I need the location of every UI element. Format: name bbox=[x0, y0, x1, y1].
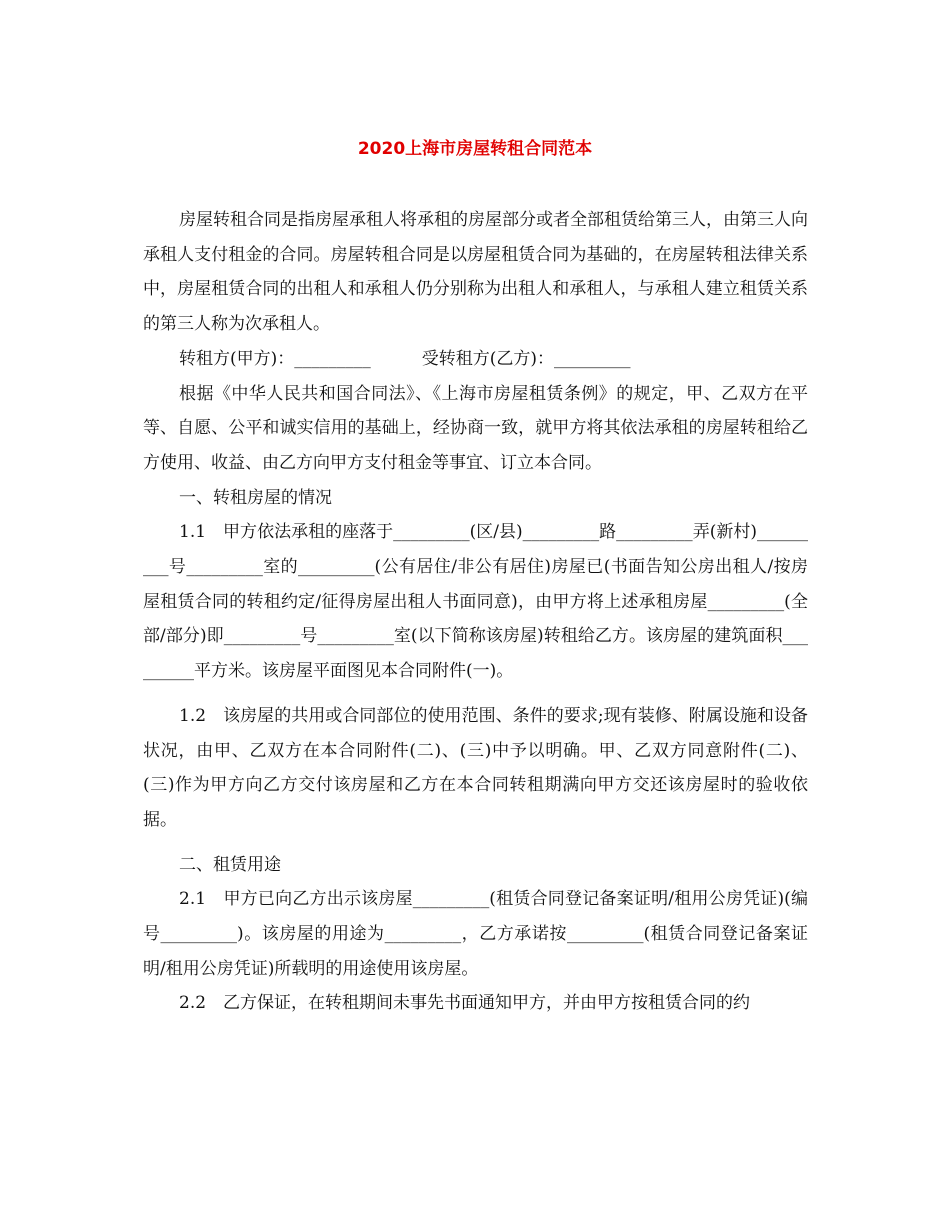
clause-1-2: 1.2 该房屋的共用或合同部位的使用范围、条件的要求;现有装修、附属设施和设备状况，由甲、乙双方在本合同附件(二)、(三)中予以明确。甲、乙双方同意附件(二)、(三)作为甲方向乙方交付该房屋和乙方在本合同转租期满向甲方交还该房屋时的验收依据。 bbox=[143, 705, 808, 830]
document-body bbox=[143, 203, 808, 1021]
document-title: 2020上海市房屋转租合同范本 bbox=[357, 139, 593, 159]
section-heading-1: 一、转租房屋的情况 bbox=[179, 487, 332, 508]
clause-1-1: 1.1 甲方依法承租的座落于_________(区/县)_________路_________弄(新村)_________号_________室的_________(公有居住/非公有居住)房屋已(书面告知公房出租人/按房屋租赁合同的转租约定/征得房屋出租人书面同意)，由甲方将上述承租房屋_________(全部/部分)即_________号_________室(以下简称该房屋)转租给乙方。该房屋的建筑面积_________平方米。该房屋平面图见本合同附件(一)。 bbox=[143, 522, 808, 682]
clause-2-1: 2.1 甲方已向乙方出示该房屋_________(租赁合同登记备案证明/租用公房凭证)(编号_________)。该房屋的用途为_________，乙方承诺按_________(租赁合同登记备案证明/租用公房凭证)所载明的用途使用该房屋。 bbox=[143, 889, 808, 979]
paragraph-basis: 根据《中华人民共和国合同法》、《上海市房屋租赁条例》的规定，甲、乙双方在平等、自愿、公平和诚实信用的基础上，经协商一致，就甲方将其依法承租的房屋转租给乙方使用、收益、由乙方向甲方支付租金等事宜、订立本合同。 bbox=[143, 383, 808, 473]
clause-2-2: 2.2 乙方保证，在转租期间未事先书面通知甲方，并由甲方按租赁合同的约 bbox=[179, 993, 751, 1014]
section-heading-2: 二、租赁用途 bbox=[179, 854, 281, 875]
paragraph-parties: 转租方(甲方)：_________ 受转租方(乙方)：_________ bbox=[179, 348, 631, 369]
paragraph-intro: 房屋转租合同是指房屋承租人将承租的房屋部分或者全部租赁给第三人，由第三人向承租人支付租金的合同。房屋转租合同是以房屋租赁合同为基础的，在房屋转租法律关系中，房屋租赁合同的出租人和承租人仍分别称为出租人和承租人，与承租人建立租赁关系的第三人称为次承租人。 bbox=[143, 210, 808, 335]
